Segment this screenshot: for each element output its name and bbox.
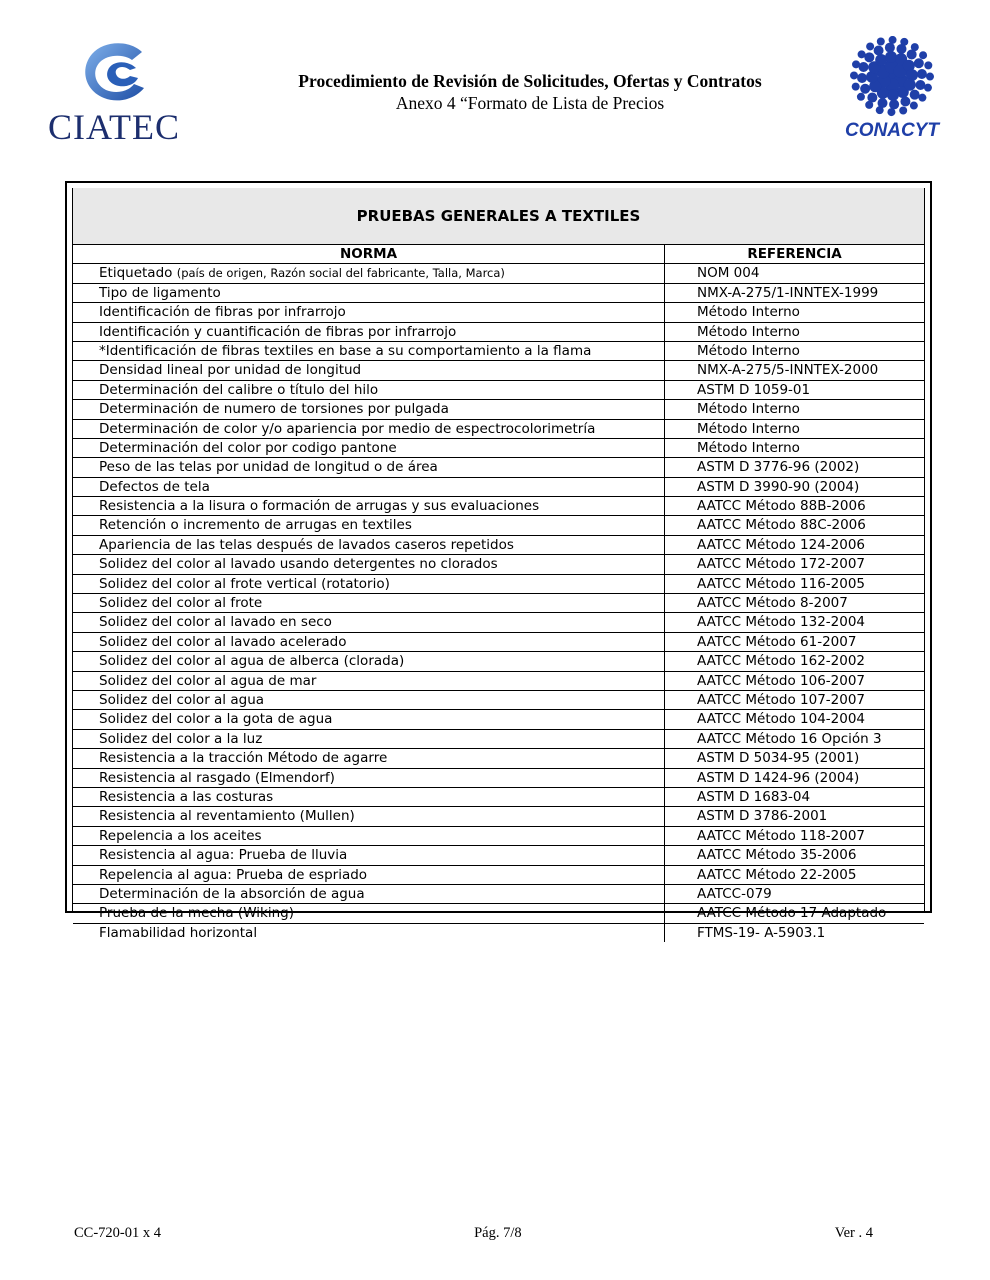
norma-cell: Repelencia a los aceites [73, 827, 665, 845]
norma-cell: Solidez del color al agua de alberca (clorada) [73, 652, 665, 670]
norma-cell: Apariencia de las telas después de lavados caseros repetidos [73, 536, 665, 554]
referencia-cell: NMX-A-275/5-INNTEX-2000 [697, 362, 879, 379]
table-header-row [73, 245, 924, 264]
table-row [73, 924, 924, 942]
table-row [73, 284, 924, 303]
referencia-cell: ASTM D 3776-96 (2002) [697, 459, 860, 476]
column-header-norma: NORMA [73, 245, 665, 263]
norma-cell: *Identificación de fibras textiles en base a su comportamiento a la flama [73, 342, 665, 360]
referencia-cell: ASTM D 1424-96 (2004) [697, 769, 860, 786]
table-row [73, 342, 924, 361]
table-row [73, 846, 924, 865]
table-row [73, 788, 924, 807]
table-row [73, 555, 924, 574]
referencia-cell: AATCC Método 17 Adaptado [697, 905, 887, 922]
referencia-cell: ASTM D 3990-90 (2004) [697, 478, 860, 495]
table-row [73, 652, 924, 671]
table-row [73, 769, 924, 788]
conacyt-dots-icon [836, 36, 948, 120]
norma-cell: Flamabilidad horizontal [73, 924, 665, 942]
conacyt-logo-text: CONACYT [845, 120, 939, 141]
table-row [73, 303, 924, 322]
referencia-cell: NMX-A-275/1-INNTEX-1999 [697, 284, 879, 301]
table-row [73, 613, 924, 632]
norma-cell: Resistencia a la tracción Método de agarre [73, 749, 665, 767]
referencia-cell: AATCC Método 88C-2006 [697, 517, 866, 534]
table-row [73, 594, 924, 613]
table-row [73, 458, 924, 477]
ciatec-logo [38, 38, 190, 147]
table-row [73, 323, 924, 342]
norma-cell: Densidad lineal por unidad de longitud [73, 361, 665, 379]
referencia-cell: AATCC Método 61-2007 [697, 633, 857, 650]
table-row [73, 691, 924, 710]
referencia-cell: AATCC Método 107-2007 [697, 691, 866, 708]
table-row [73, 439, 924, 458]
norma-cell: Peso de las telas por unidad de longitud o de área [73, 458, 665, 476]
norma-cell: Solidez del color a la gota de agua [73, 710, 665, 728]
norma-cell: Solidez del color al frote vertical (rotatorio) [73, 575, 665, 593]
referencia-cell: FTMS-19- A-5903.1 [697, 924, 826, 941]
norma-cell: Resistencia a las costuras [73, 788, 665, 806]
table-row [73, 827, 924, 846]
referencia-cell: ASTM D 1059-01 [697, 381, 811, 398]
norma-cell: Etiquetado [99, 265, 173, 282]
norma-cell: Determinación de color y/o apariencia por medio de espectrocolorimetría [73, 420, 665, 438]
document-version: Ver . 4 [834, 1225, 873, 1241]
document-code: CC-720-01 x 4 [74, 1225, 161, 1241]
referencia-cell: AATCC Método 22-2005 [697, 866, 857, 883]
table-row [73, 575, 924, 594]
table-row [73, 497, 924, 516]
table-row [73, 710, 924, 729]
referencia-cell: AATCC Método 116-2005 [697, 575, 866, 592]
document-subtitle: Anexo 4 “Formato de Lista de Precios [395, 93, 665, 113]
table-row [73, 381, 924, 400]
norma-cell: Solidez del color a la luz [73, 730, 665, 748]
price-list-table [65, 181, 932, 941]
norma-cell: Prueba de la mecha (Wiking) [73, 904, 665, 922]
referencia-cell: Método Interno [697, 342, 800, 359]
table-row [73, 264, 924, 283]
norma-cell: Resistencia al agua: Prueba de lluvia [73, 846, 665, 864]
referencia-cell: AATCC Método 35-2006 [697, 847, 857, 864]
norma-cell: Identificación de fibras por infrarrojo [73, 303, 665, 321]
referencia-cell: Método Interno [697, 420, 800, 437]
norma-cell: Resistencia al reventamiento (Mullen) [73, 807, 665, 825]
norma-cell: Identificación y cuantificación de fibras por infrarrojo [73, 323, 665, 341]
table-row [73, 420, 924, 439]
table-row [73, 749, 924, 768]
referencia-cell: ASTM D 1683-04 [697, 788, 811, 805]
norma-cell: Tipo de ligamento [73, 284, 665, 302]
referencia-cell: NOM 004 [697, 265, 760, 282]
table-row [73, 866, 924, 885]
norma-cell: Solidez del color al lavado usando detergentes no clorados [73, 555, 665, 573]
table-row [73, 885, 924, 904]
norma-cell: Solidez del color al agua de mar [73, 672, 665, 690]
referencia-cell: AATCC Método 124-2006 [697, 536, 866, 553]
table-row [73, 730, 924, 749]
norma-cell: Solidez del color al frote [73, 594, 665, 612]
norma-cell: Determinación de la absorción de agua [73, 885, 665, 903]
referencia-cell: AATCC Método 88B-2006 [697, 498, 866, 515]
referencia-cell: Método Interno [697, 439, 800, 456]
norma-cell: Determinación del color por codigo pantone [73, 439, 665, 457]
table-row [73, 516, 924, 535]
ciatec-swirl-icon [38, 38, 190, 108]
norma-cell: Determinación del calibre o título del hilo [73, 381, 665, 399]
ciatec-logo-text: CIATEC [48, 107, 180, 147]
table-row [73, 361, 924, 380]
conacyt-logo [836, 36, 948, 148]
norma-cell: Determinación de numero de torsiones por pulgada [73, 400, 665, 418]
table-title: PRUEBAS GENERALES A TEXTILES [73, 188, 924, 245]
referencia-cell: AATCC-079 [697, 885, 772, 902]
referencia-cell: Método Interno [697, 401, 800, 418]
table-row [73, 400, 924, 419]
referencia-cell: AATCC Método 8-2007 [697, 595, 848, 612]
referencia-cell: AATCC Método 172-2007 [697, 556, 866, 573]
document-title: Procedimiento de Revisión de Solicitudes, Ofertas y Contratos [298, 71, 762, 91]
norma-note: (país de origen, Razón social del fabricante, Talla, Marca) [176, 266, 505, 281]
referencia-cell: AATCC Método 16 Opción 3 [697, 730, 882, 747]
norma-cell: Retención o incremento de arrugas en textiles [73, 516, 665, 534]
document-header [200, 70, 860, 114]
table-row [73, 807, 924, 826]
page-footer [74, 1225, 873, 1242]
table-row [73, 904, 924, 923]
table-row [73, 672, 924, 691]
norma-cell: Solidez del color al agua [73, 691, 665, 709]
norma-cell: Defectos de tela [73, 478, 665, 496]
referencia-cell: AATCC Método 132-2004 [697, 614, 866, 631]
norma-cell: Solidez del color al lavado acelerado [73, 633, 665, 651]
referencia-cell: Método Interno [697, 304, 800, 321]
referencia-cell: AATCC Método 118-2007 [697, 827, 866, 844]
table-row [73, 478, 924, 497]
referencia-cell: ASTM D 3786-2001 [697, 808, 828, 825]
norma-cell: Resistencia al rasgado (Elmendorf) [73, 769, 665, 787]
referencia-cell: AATCC Método 162-2002 [697, 653, 866, 670]
referencia-cell: Método Interno [697, 323, 800, 340]
page-number: Pág. 7/8 [474, 1225, 522, 1241]
column-header-referencia: REFERENCIA [747, 246, 842, 262]
table-body [73, 284, 924, 942]
table-row [73, 633, 924, 652]
referencia-cell: AATCC Método 104-2004 [697, 711, 866, 728]
norma-cell: Resistencia a la lisura o formación de arrugas y sus evaluaciones [73, 497, 665, 515]
norma-cell: Repelencia al agua: Prueba de espriado [73, 866, 665, 884]
norma-cell: Solidez del color al lavado en seco [73, 613, 665, 631]
referencia-cell: AATCC Método 106-2007 [697, 672, 866, 689]
referencia-cell: ASTM D 5034-95 (2001) [697, 750, 860, 767]
table-row [73, 536, 924, 555]
